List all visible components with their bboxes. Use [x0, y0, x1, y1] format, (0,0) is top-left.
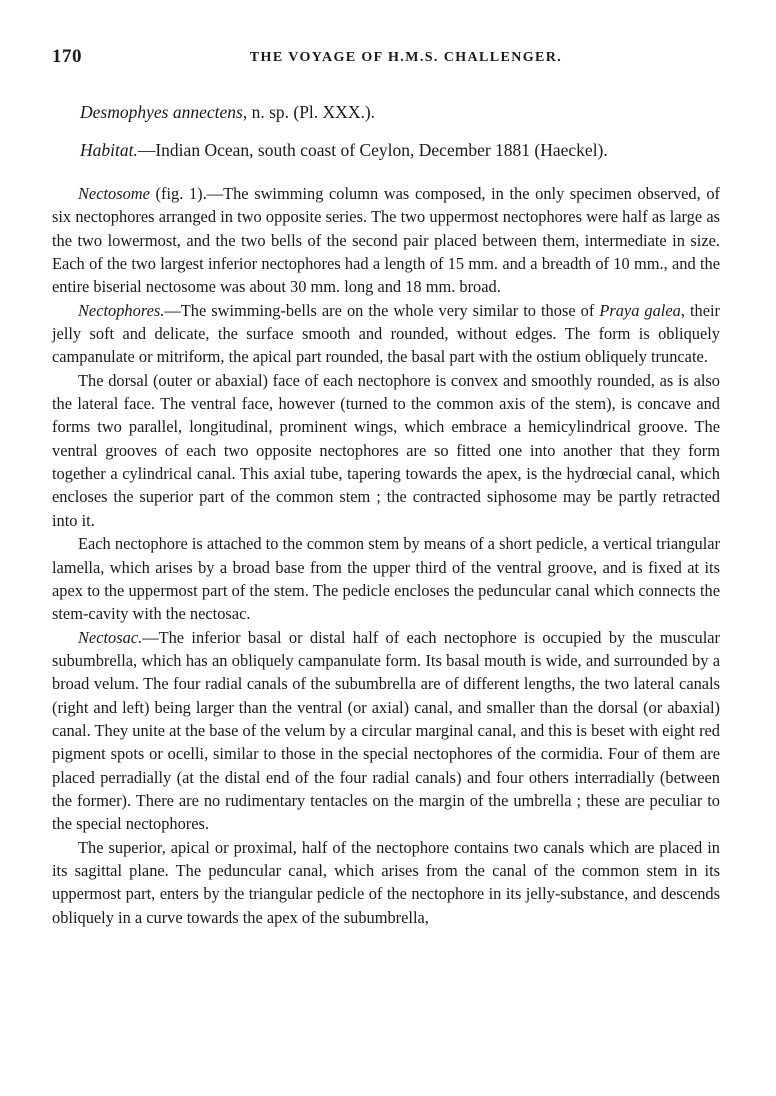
page-number: 170	[52, 46, 82, 67]
paragraph-nectophores	[52, 299, 720, 369]
species-name: Desmophyes annectens	[80, 102, 243, 122]
paragraph-lead: Nectosac.	[78, 627, 143, 647]
genus-name: Praya galea	[599, 300, 681, 320]
habitat-text: —Indian Ocean, south coast of Ceylon, December 1881 (Haeckel).	[137, 140, 608, 160]
paragraph-text: , their jelly soft and delicate, the surface smooth and rounded, without edges. The form is obliquely campanulate or mitriform, the apical part rounded, the basal part with the ostium obliquely truncate.	[52, 300, 721, 367]
page	[0, 46, 776, 1096]
body-text	[52, 182, 720, 929]
paragraph-nectosac	[52, 626, 720, 836]
running-title: THE VOYAGE OF H.M.S. CHALLENGER.	[249, 50, 563, 65]
paragraph-lead: Nectophores.	[78, 300, 165, 320]
paragraph-text: —The swimming-bells are on the whole very similar to those of	[164, 300, 600, 320]
page-header	[52, 46, 720, 86]
paragraph-pedicle: Each nectophore is attached to the common stem by means of a short pedicle, a vertical triangular lamella, which arises by a broad base from the upper third of the ventral groove, and is fixed at its apex to the uppermost part of the stem. The pedicle encloses the peduncular canal which connects the stem-cavity with the nectosac.	[52, 534, 720, 624]
paragraph-dorsal-face: The dorsal (outer or abaxial) face of each nectophore is convex and smoothly rounded, as is also the lateral face. The ventral face, however (turned to the common axis of the stem), is concave and forms two parallel, longitudinal, prominent wings, which embrace a hemicylindrical groove. The ventral grooves of each two opposite nectophores are so fitted one into another that they form together a cylindrical canal. This axial tube, tapering towards the apex, is the hydrœcial canal, which encloses the superior part of the common stem ; the contracted siphosome may be partly retracted into it.	[52, 370, 720, 530]
paragraph-superior-half: The superior, apical or proximal, half of the nectophore contains two canals which are placed in its sagittal plane. The peduncular canal, which arises from the canal of the common stem in its uppermost part, enters by the triangular pedicle of the nectophore in its jelly-substance, and descends obliquely in a curve towards the apex of the subumbrella,	[52, 837, 720, 927]
paragraph-text: (fig. 1).—The swimming column was composed, in the only specimen observed, of six nectophores arranged in two opposite series. The two uppermost nectophores were half as large as the two lowermost, and the two bells of the second pair placed between them, intermediate in size. Each of the two largest inferior nectophores had a length of 15 mm. and a breadth of 10 mm., and the entire biserial nectosome was about 30 mm. long and 18 mm. broad.	[52, 184, 720, 297]
species-reference: , n. sp. (Pl. XXX.).	[242, 102, 376, 122]
habitat-label: Habitat.	[80, 140, 138, 160]
habitat-line	[80, 138, 720, 162]
paragraph-lead: Nectosome	[78, 184, 150, 203]
species-heading	[80, 100, 720, 124]
paragraph-text: —The inferior basal or distal half of each nectophore is occupied by the muscular subumbrella, which has an obliquely campanulate form. Its basal mouth is wide, and surrounded by a broad velum. The four radial canals of the subumbrella are of different lengths, the two lateral canals (right and left) being larger than the ventral (or axial) canal, and smaller than the dorsal (or abaxial) canal. They unite at the base of the velum by a circular marginal canal, and this is beset with eight red pigment spots or ocelli, similar to those in the special nectophores of the cormidia. Four of them are placed perradially (at the distal end of the four radial canals) and four others interradially (between the former). There are no rudimentary tentacles on the margin of the umbrella ; these are peculiar to the special nectophores.	[52, 627, 720, 834]
paragraph-nectosome	[52, 182, 720, 299]
